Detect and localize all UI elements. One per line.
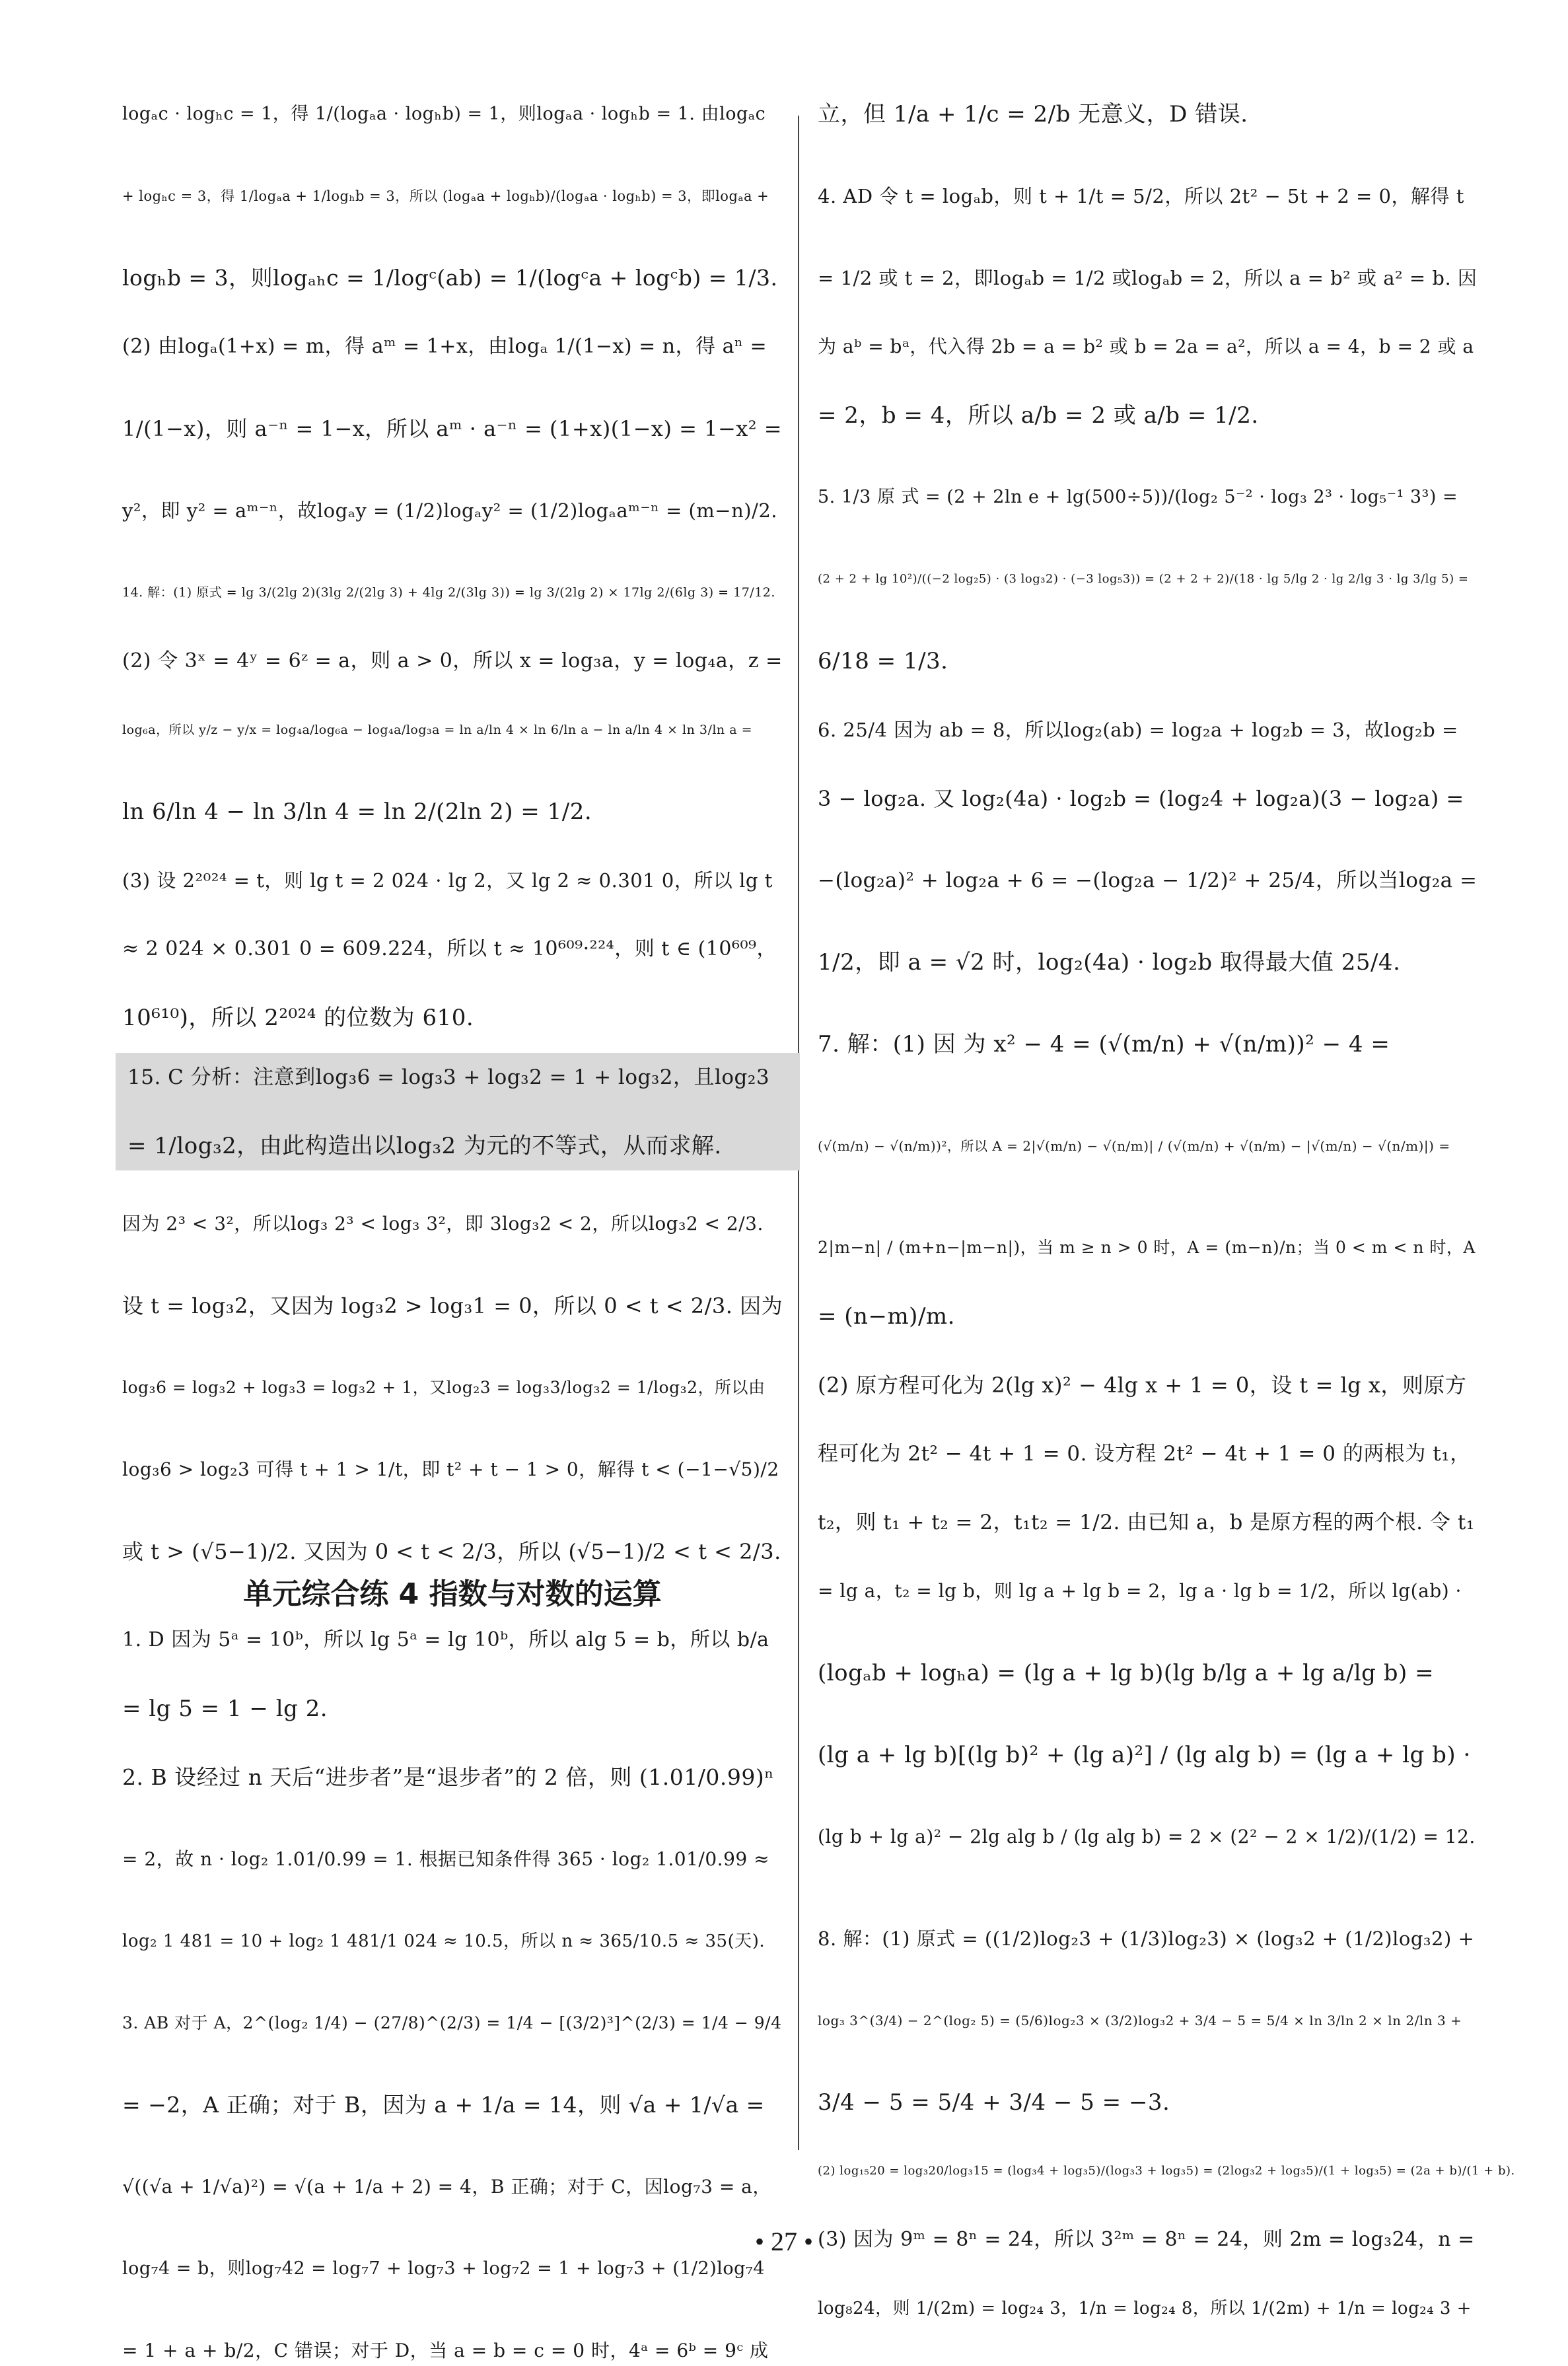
- text-line: = 1 + a + b/2，C 错误；对于 D，当 a = b = c = 0 时，4ᵃ = 6ᵇ = 9ᶜ 成: [122, 2340, 769, 2361]
- problem-14-heading: 14. 解：(1) 原式 = lg 3/(2lg 2)(3lg 2/(2lg 3) + 4lg 2/(3lg 3)) = lg 3/(2lg 2) × 17lg 2/(6lg 3) = 17/12.: [122, 585, 775, 600]
- text-line: = 2，b = 4，所以 a/b = 2 或 a/b = 1/2.: [818, 402, 1259, 429]
- text-line: (2 + 2 + lg 10²)/((−2 log₂5) · (3 log₃2) · (−3 log₅3)) = (2 + 2 + 2)/(18 · lg 5/lg 2 · lg 2/lg 3 · lg 3/lg 5) =: [818, 572, 1469, 586]
- text-line: 立，但 1/a + 1/c = 2/b 无意义，D 错误.: [818, 101, 1248, 127]
- text-line: (√(m/n) − √(n/m))²，所以 A = 2|√(m/n) − √(n/m)| / (√(m/n) + √(n/m) − |√(m/n) − √(n/m)|) =: [818, 1138, 1450, 1154]
- text-line: 1/2，即 a = √2 时，log₂(4a) · log₂b 取得最大值 25/4.: [818, 949, 1401, 976]
- text-line: (2) log₁₅20 = log₃20/log₃15 = (log₃4 + log₃5)/(log₃3 + log₃5) = (2log₃2 + log₃5)/(1 + log₃5) = (2a + b)/(1 + b).: [818, 2164, 1515, 2178]
- page-number: • 27 •: [754, 2227, 813, 2256]
- text-line: (2) 原方程可化为 2(lg x)² − 4lg x + 1 = 0，设 t = lg x，则原方: [818, 1373, 1467, 1398]
- text-line: (logₐb + logₕa) = (lg a + lg b)(lg b/lg a + lg a/lg b) =: [818, 1660, 1435, 1686]
- text-line: = 1/2 或 t = 2，即logₐb = 1/2 或logₐb = 2，所以 a = b² 或 a² = b. 因: [818, 267, 1478, 289]
- text-line: 为 aᵇ = bᵃ，代入得 2b = a = b² 或 b = 2a = a²，所以 a = 4，b = 2 或 a: [818, 336, 1474, 357]
- text-line: = 1/log₃2，由此构造出以log₃2 为元的不等式，从而求解.: [127, 1133, 722, 1159]
- text-line: 2|m−n| / (m+n−|m−n|)，当 m ≥ n > 0 时，A = (m−n)/n；当 0 < m < n 时，A: [818, 1238, 1476, 1257]
- text-line: 8. 解：(1) 原式 = ((1/2)log₂3 + (1/3)log₂3) × (log₃2 + (1/2)log₃2) +: [818, 1927, 1475, 1950]
- text-line: 10⁶¹⁰)，所以 2²⁰²⁴ 的位数为 610.: [122, 1005, 474, 1031]
- text-line: 1/(1−x)，则 a⁻ⁿ = 1−x，所以 aᵐ · a⁻ⁿ = (1+x)(1−x) = 1−x² =: [122, 416, 783, 441]
- text-line: = −2，A 正确；对于 B，因为 a + 1/a = 14，则 √a + 1/√a =: [122, 2092, 765, 2118]
- text-line: 设 t = log₃2，又因为 log₃2 > log₃1 = 0，所以 0 < t < 2/3. 因为: [122, 1293, 783, 1318]
- text-line: logₐc · logₕc = 1，得 1/(logₐa · logₕb) = 1，则logₐa · logₕb = 1. 由logₐc: [122, 104, 766, 124]
- text-line: (2) 令 3ˣ = 4ʸ = 6ᶻ = a，则 a > 0，所以 x = log₃a，y = log₄a，z =: [122, 649, 783, 672]
- text-line: (2) 由logₐ(1+x) = m，得 aᵐ = 1+x，由logₐ 1/(1−x) = n，得 aⁿ =: [122, 335, 767, 358]
- text-line: y²，即 y² = aᵐ⁻ⁿ，故logₐy = (1/2)logₐy² = (1/2)logₐaᵐ⁻ⁿ = (m−n)/2.: [122, 499, 778, 522]
- text-line: √((√a + 1/√a)²) = √(a + 1/a + 2) = 4，B 正确；对于 C，因log₇3 = a，: [122, 2176, 771, 2198]
- left-column: [122, 99, 783, 2366]
- text-line: 3/4 − 5 = 5/4 + 3/4 − 5 = −3.: [818, 2089, 1170, 2116]
- text-line: log₈24，则 1/(2m) = log₂₄ 3，1/n = log₂₄ 8，所以 1/(2m) + 1/n = log₂₄ 3 +: [818, 2299, 1472, 2318]
- text-line: 4. AD 令 t = logₐb，则 t + 1/t = 5/2，所以 2t² − 5t + 2 = 0，解得 t: [818, 185, 1464, 207]
- text-line: 7. 解：(1) 因 为 x² − 4 = (√(m/n) + √(n/m))² − 4 =: [818, 1031, 1390, 1058]
- text-line: 程可化为 2t² − 4t + 1 = 0. 设方程 2t² − 4t + 1 = 0 的两根为 t₁，: [818, 1442, 1471, 1466]
- text-line: (lg b + lg a)² − 2lg alg b / (lg alg b) = 2 × (2² − 2 × 1/2)/(1/2) = 12.: [818, 1826, 1476, 1847]
- text-line: log₃6 = log₃2 + log₃3 = log₃2 + 1，又log₂3 = log₃3/log₃2 = 1/log₃2，所以由: [122, 1378, 766, 1397]
- text-line: = 2，故 n · log₂ 1.01/0.99 = 1. 根据已知条件得 365 · log₂ 1.01/0.99 ≈: [122, 1848, 770, 1870]
- text-line: + logₕc = 3，得 1/logₐa + 1/logₕb = 3，所以 (logₐa + logₕb)/(logₐa · logₕb) = 3，即logₐa +: [122, 188, 769, 204]
- text-line: 3 − log₂a. 又 log₂(4a) · log₂b = (log₂4 + log₂a)(3 − log₂a) =: [818, 786, 1464, 811]
- text-line: t₂，则 t₁ + t₂ = 2，t₁t₂ = 1/2. 由已知 a，b 是原方程的两个根. 令 t₁: [818, 1511, 1475, 1534]
- text-line: (lg a + lg b)[(lg b)² + (lg a)²] / (lg alg b) = (lg a + lg b) ·: [818, 1742, 1471, 1768]
- text-line: (3) 设 2²⁰²⁴ = t，则 lg t = 2 024 · lg 2，又 lg 2 ≈ 0.301 0，所以 lg t: [122, 869, 773, 892]
- text-line: log₆a，所以 y/z − y/x = log₄a/log₆a − log₄a/log₃a = ln a/ln 4 × ln 6/ln a − ln a/ln 4 × ln 3/ln a =: [122, 723, 752, 737]
- text-line: ln 6/ln 4 − ln 3/ln 4 = ln 2/(2ln 2) = 1/2.: [122, 799, 592, 825]
- text-line: = (n−m)/m.: [818, 1303, 955, 1330]
- text-line: 或 t > (√5−1)/2. 又因为 0 < t < 2/3，所以 (√5−1)/2 < t < 2/3.: [122, 1539, 781, 1564]
- text-line: log₇4 = b，则log₇42 = log₇7 + log₇3 + log₇2 = 1 + log₇3 + (1/2)log₇4: [122, 2258, 765, 2279]
- text-line: = lg a，t₂ = lg b，则 lg a + lg b = 2，lg a · lg b = 1/2，所以 lg(ab) ·: [818, 1580, 1462, 1602]
- text-line: log₂ 1 481 = 10 + log₂ 1 481/1 024 ≈ 10.5，所以 n ≈ 365/10.5 ≈ 35(天).: [122, 1931, 766, 1951]
- text-line: log₃ 3^(3/4) − 2^(log₂ 5) = (5/6)log₂3 × (3/2)log₃2 + 3/4 − 5 = 5/4 × ln 3/ln 2 × ln 2/ln 3 +: [818, 2013, 1462, 2028]
- text-line: ≈ 2 024 × 0.301 0 = 609.224，所以 t ≈ 10⁶⁰⁹·²²⁴，则 t ∈ (10⁶⁰⁹，: [122, 937, 777, 960]
- text-line: log₃6 > log₂3 可得 t + 1 > 1/t，即 t² + t − 1 > 0，解得 t < (−1−√5)/2: [122, 1458, 779, 1480]
- text-line: 6/18 = 1/3.: [818, 648, 948, 674]
- text-line: 5. 1/3 原 式 = (2 + 2ln e + lg(500÷5))/(log₂ 5⁻² · log₃ 2³ · log₅⁻¹ 3³) =: [818, 487, 1458, 507]
- section-heading: 单元综合练 4 指数与对数的运算: [243, 1577, 662, 1611]
- text-line: 1. D 因为 5ᵃ = 10ᵇ，所以 lg 5ᵃ = lg 10ᵇ，所以 alg 5 = b，所以 b/a: [122, 1628, 769, 1651]
- text-line: 2. B 设经过 n 天后“进步者”是“退步者”的 2 倍，则 (1.01/0.99)ⁿ: [122, 1764, 774, 1790]
- right-column: [818, 99, 1515, 2324]
- text-line: 因为 2³ < 3²，所以log₃ 2³ < log₃ 3²，即 3log₃2 < 2，所以log₃2 < 2/3.: [122, 1213, 764, 1235]
- text-line: logₕb = 3，则logₐₕc = 1/logᶜ(ab) = 1/(logᶜa + logᶜb) = 1/3.: [122, 265, 778, 291]
- text-line: −(log₂a)² + log₂a + 6 = −(log₂a − 1/2)² + 25/4，所以当log₂a =: [818, 869, 1478, 892]
- text-line: (3) 因为 9ᵐ = 8ⁿ = 24，所以 3²ᵐ = 8ⁿ = 24，则 2m = log₃24，n =: [818, 2228, 1475, 2251]
- text-line: 3. AB 对于 A，2^(log₂ 1/4) − (27/8)^(2/3) = 1/4 − [(3/2)³]^(2/3) = 1/4 − 9/4: [122, 2013, 782, 2032]
- problem-15-analysis: 15. C 分析：注意到log₃6 = log₃3 + log₃2 = 1 + log₃2，且log₂3: [127, 1065, 770, 1089]
- text-line: 6. 25/4 因为 ab = 8，所以log₂(ab) = log₂a + log₂b = 3，故log₂b =: [818, 719, 1458, 741]
- analysis-box: [116, 1053, 800, 1170]
- text-line: = lg 5 = 1 − lg 2.: [122, 1696, 328, 1722]
